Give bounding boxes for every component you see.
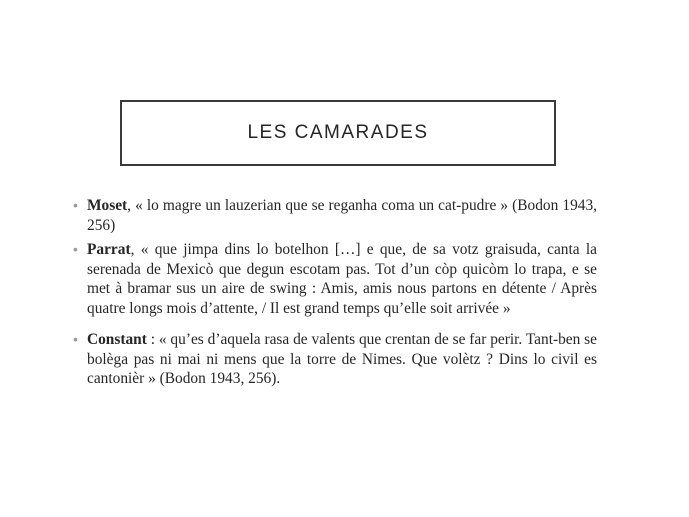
bullet-name: Moset <box>87 197 128 214</box>
bullet-dot-icon: • <box>73 331 78 347</box>
bullet-text: , « que jimpa dins lo botelhon […] e que, de sa votz graisuda, canta la serenada de Mexicò que degun escotam pas. Tot d’un còp quicòm lo trapa, e se met à bramar sus un aire de swing : Amis, amis nous partons en détente / Après quatre longs mois d’attente, / Il est grand temps qu’elle soit arrivée » <box>87 241 597 317</box>
bullet-item-parrat <box>73 240 597 318</box>
bullet-name: Constant <box>87 331 147 348</box>
bullet-item-moset <box>73 196 597 235</box>
bullet-item-constant <box>73 330 597 389</box>
bullet-text: : « qu’es d’aquela rasa de valents que crentan de se far perir. Tant-ben se bolèga pas ni mai ni mens que la torre de Nimes. Que volètz ? Dins lo civil es cantonièr » (Bodon 1943, 256). <box>87 331 597 387</box>
bullet-name: Parrat <box>87 241 131 258</box>
bullet-dot-icon: • <box>73 197 78 213</box>
title-box <box>120 100 556 166</box>
bullet-text: , « lo magre un lauzerian que se reganha coma un cat-pudre » (Bodon 1943, 256) <box>87 197 597 234</box>
slide-title: LES CAMARADES <box>247 122 429 143</box>
bullet-dot-icon: • <box>73 241 78 257</box>
bullet-list <box>73 196 597 394</box>
